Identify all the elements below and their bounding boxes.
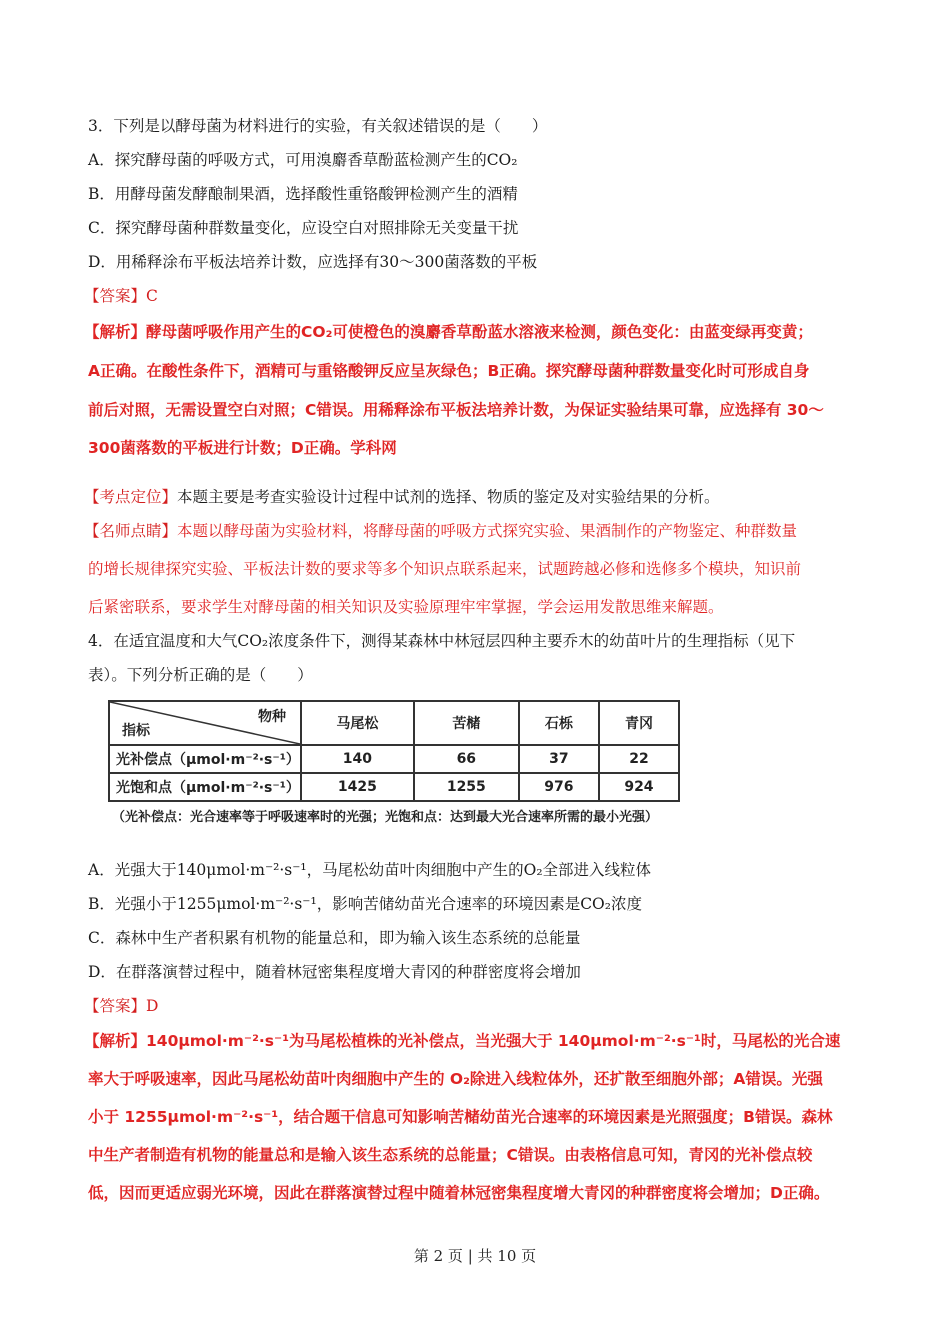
- q3-analysis-line-4: 300菌落数的平板进行计数；D正确。学科网: [88, 439, 397, 457]
- table-row: [109, 745, 679, 773]
- q3-option-d: D．用稀释涂布平板法培养计数，应选择有30～300菌落数的平板: [88, 253, 538, 271]
- table-header-species: 石栎: [519, 701, 599, 745]
- q4-analysis-line-4: 中生产者制造有机物的能量总和是输入该生态系统的总能量；C错误。由表格信息可知，青冈的光补偿点较: [88, 1146, 813, 1164]
- table-cell: 1425: [301, 773, 414, 801]
- q4-option-a: A．光强大于140μmol·m⁻²·s⁻¹，马尾松幼苗叶肉细胞中产生的O₂全部进入线粒体: [88, 861, 652, 879]
- table-cell: 140: [301, 745, 414, 773]
- table-header-species: 青冈: [599, 701, 679, 745]
- q4-answer: [84, 995, 158, 1017]
- q3-answer-tag: 【答案】: [84, 287, 147, 305]
- q4-analysis-line-1: 【解析】140μmol·m⁻²·s⁻¹为马尾松植株的光补偿点，当光强大于 140μmol·m⁻²·s⁻¹时，马尾松的光合速: [84, 1032, 841, 1050]
- table-cell: 66: [414, 745, 519, 773]
- table-cell: 37: [519, 745, 599, 773]
- q3-mingshi-line-2: 的增长规律探究实验、平板法计数的要求等多个知识点联系起来，试题跨越必修和选修多个模块，知识前: [88, 560, 802, 578]
- q4-analysis-tag: 【解析】: [84, 1032, 147, 1050]
- q4-analysis-line-5: 低，因而更适应弱光环境，因此在群落演替过程中随着林冠密集程度增大青冈的种群密度将会增加；D正确。: [88, 1184, 830, 1202]
- table-cell: 924: [599, 773, 679, 801]
- table-corner-top: 物种: [258, 709, 286, 725]
- q3-option-a: A．探究酵母菌的呼吸方式，可用溴麝香草酚蓝检测产生的CO₂: [88, 151, 518, 169]
- q3-analysis-tag: 【解析】: [84, 323, 147, 341]
- q3-analysis-line-2: A正确。在酸性条件下，酒精可与重铬酸钾反应呈灰绿色；B正确。探究酵母菌种群数量变化时可形成自身: [88, 362, 810, 380]
- q3-mingshi-tag: 【名师点睛】: [84, 522, 178, 540]
- q3-analysis-line-1: 【解析】酵母菌呼吸作用产生的CO₂可使橙色的溴麝香草酚蓝水溶液来检测，颜色变化：由蓝变绿再变黄；: [84, 323, 813, 341]
- q3-analysis-line-3: 前后对照，无需设置空白对照；C错误。用稀释涂布平板法培养计数，为保证实验结果可靠，应选择有 30～: [88, 401, 824, 419]
- page-footer: 第 2 页 | 共 10 页: [413, 1247, 537, 1265]
- q3-kaodian: 【考点定位】本题主要是考查实验设计过程中试剂的选择、物质的鉴定及对实验结果的分析。: [84, 488, 720, 506]
- q3-mingshi-line-3: 后紧密联系，要求学生对酵母菌的相关知识及实验原理牢牢掌握，学会运用发散思维来解题。: [88, 598, 724, 616]
- q4-stem-line-2: 表）。下列分析正确的是（ ）: [88, 666, 313, 684]
- q4-analysis-line-2: 率大于呼吸速率，因此马尾松幼苗叶肉细胞中产生的 O₂除进入线粒体外，还扩散至细胞外部；A错误。光强: [88, 1070, 823, 1088]
- q3-kaodian-tag: 【考点定位】: [84, 488, 178, 506]
- q4-data-table: [108, 700, 680, 802]
- q4-option-d: D．在群落演替过程中，随着林冠密集程度增大青冈的种群密度将会增加: [88, 963, 581, 981]
- table-cell: 1255: [414, 773, 519, 801]
- q3-stem: 3．下列是以酵母菌为材料进行的实验，有关叙述错误的是（ ）: [88, 117, 548, 135]
- table-row-label: 光补偿点（μmol·m⁻²·s⁻¹）: [109, 745, 301, 773]
- table-row: [109, 773, 679, 801]
- q4-option-c: C．森林中生产者积累有机物的能量总和，即为输入该生态系统的总能量: [88, 929, 581, 947]
- q4-option-b: B．光强小于1255μmol·m⁻²·s⁻¹，影响苦储幼苗光合速率的环境因素是CO₂浓度: [88, 895, 642, 913]
- table-header-species: 马尾松: [301, 701, 414, 745]
- q4-answer-value: D: [146, 997, 159, 1015]
- table-cell: 22: [599, 745, 679, 773]
- q3-mingshi-line-1: 【名师点睛】本题以酵母菌为实验材料，将酵母菌的呼吸方式探究实验、果酒制作的产物鉴定、种群数量: [84, 522, 798, 540]
- table-corner-bottom: 指标: [122, 723, 150, 739]
- q3-answer-value: C: [146, 287, 158, 305]
- q3-option-b: B．用酵母菌发酵酿制果酒，选择酸性重铬酸钾检测产生的酒精: [88, 185, 518, 203]
- table-cell: 976: [519, 773, 599, 801]
- table-row-label: 光饱和点（μmol·m⁻²·s⁻¹）: [109, 773, 301, 801]
- table-corner-cell: [109, 701, 301, 745]
- q3-option-c: C．探究酵母菌种群数量变化，应设空白对照排除无关变量干扰: [88, 219, 519, 237]
- q4-analysis-line-3: 小于 1255μmol·m⁻²·s⁻¹，结合题干信息可知影响苦槠幼苗光合速率的环境因素是光照强度；B错误。森林: [88, 1108, 833, 1126]
- q4-stem-line-1: 4．在适宜温度和大气CO₂浓度条件下，测得某森林中林冠层四种主要乔木的幼苗叶片的生理指标（见下: [88, 632, 796, 650]
- q3-answer: [84, 285, 158, 307]
- table-header-species: 苦槠: [414, 701, 519, 745]
- q4-answer-tag: 【答案】: [84, 997, 147, 1015]
- table-note: （光补偿点：光合速率等于呼吸速率时的光强；光饱和点：达到最大光合速率所需的最小光强）: [112, 810, 659, 825]
